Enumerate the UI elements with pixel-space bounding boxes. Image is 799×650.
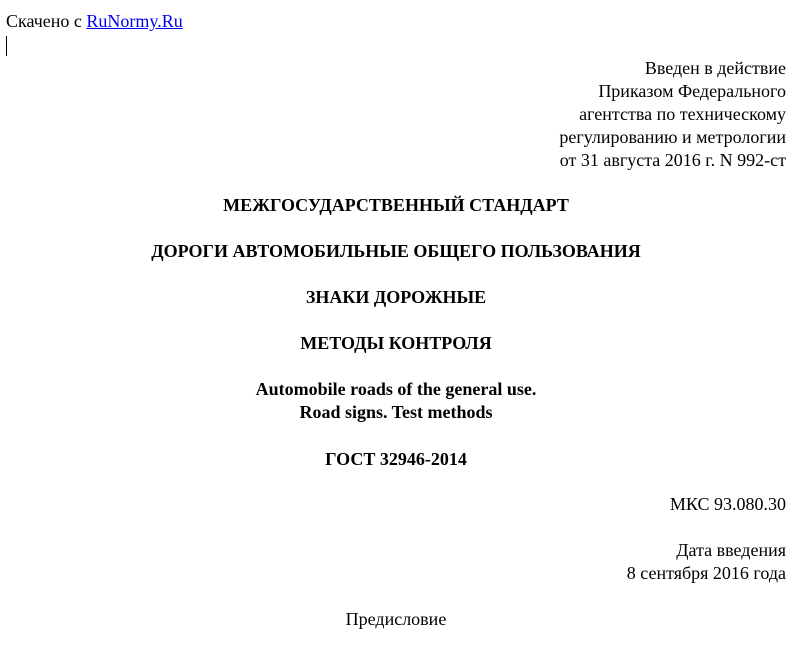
enactment-line-3: агентства по техническому bbox=[579, 104, 786, 124]
standard-type-heading: МЕЖГОСУДАРСТВЕННЫЙ СТАНДАРТ bbox=[223, 195, 569, 215]
enactment-line-4: регулированию и метрологии bbox=[559, 127, 786, 147]
enactment-line-1: Введен в действие bbox=[644, 58, 786, 78]
source-line bbox=[6, 10, 183, 33]
english-title-line-1: Automobile roads of the general use. bbox=[255, 379, 537, 399]
preface-heading: Предисловие bbox=[345, 609, 447, 629]
enactment-line-5: от 31 августа 2016 г. N 992-ст bbox=[559, 150, 786, 170]
enactment-line-2: Приказом Федерального bbox=[598, 81, 786, 101]
english-title bbox=[0, 378, 792, 424]
introduction-date-value: 8 сентября 2016 года bbox=[626, 563, 786, 583]
title-heading-3: МЕТОДЫ КОНТРОЛЯ bbox=[300, 333, 492, 353]
title-heading-1: ДОРОГИ АВТОМОБИЛЬНЫЕ ОБЩЕГО ПОЛЬЗОВАНИЯ bbox=[151, 241, 641, 261]
title-heading-2: ЗНАКИ ДОРОЖНЫЕ bbox=[305, 287, 487, 307]
introduction-date-label: Дата введения bbox=[676, 540, 786, 560]
gost-number: ГОСТ 32946-2014 bbox=[325, 449, 467, 469]
enactment-block bbox=[559, 57, 786, 172]
source-link[interactable]: RuNormy.Ru bbox=[86, 11, 183, 31]
mks-code: МКС 93.080.30 bbox=[669, 494, 786, 514]
introduction-date-block bbox=[627, 539, 786, 585]
source-prefix: Скачено с bbox=[6, 11, 82, 31]
english-title-line-2: Road signs. Test methods bbox=[299, 402, 493, 422]
text-caret bbox=[6, 36, 7, 56]
